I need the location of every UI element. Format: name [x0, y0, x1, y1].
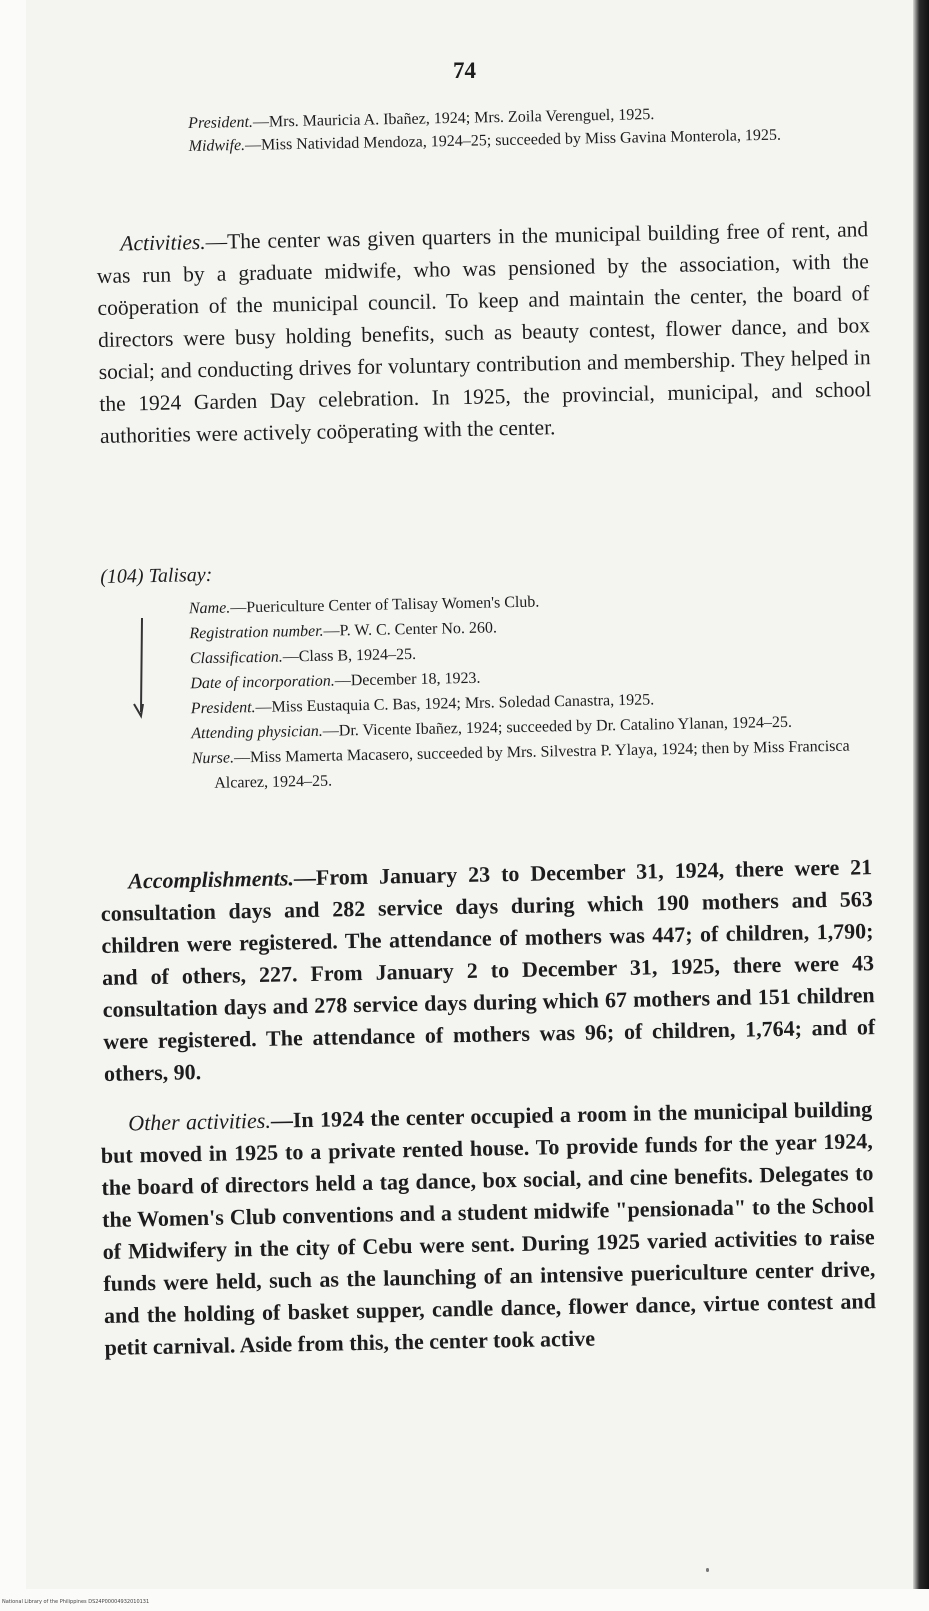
scan-footer: National Library of the Philippines DS24P00004932010131 [2, 1599, 150, 1605]
section-number: (104) [100, 565, 144, 588]
book-binding-shadow [913, 0, 929, 1611]
detail-text: —Miss Eustaquia C. Bas, 1924; Mrs. Soledad Canastra, 1925. [255, 691, 655, 717]
accomplishments-section [100, 851, 876, 1090]
page-number: 74 [453, 58, 476, 83]
detail-label: Registration number. [189, 622, 324, 643]
other-activities-paragraph [100, 1093, 877, 1364]
detail-label: Nurse. [191, 749, 235, 768]
detail-label: Attending physician. [191, 722, 323, 743]
officer-text: —Miss Natividad Mendoza, 1924–25; succeeded by Miss Gavina Monterola, 1925. [244, 126, 782, 154]
other-activities-text: —In 1924 the center occupied a room in the municipal building but moved in 1925 to a private rented house. To provide funds for the year 1924, the board of directors held a tag dance, box social, and cine benefits. Delegates to the Women's Club conventions and a student midwife "pensionada" to the School of Midwifery in the city of Cebu were sent. During 1925 varied activities to raise funds were held, such as the launching of an intensive puericulture center drive, and the holding of basket supper, candle dance, flower dance, virtue contest and petit carnival. Aside from this, the center took active [100, 1096, 877, 1360]
other-activities-section [100, 1093, 877, 1364]
other-activities-label: Other activities. [128, 1107, 272, 1136]
officer-text: —Mrs. Mauricia A. Ibañez, 1924; Mrs. Zoila Verenguel, 1925. [252, 106, 655, 131]
handwritten-margin-mark [128, 616, 146, 726]
officer-label: President. [188, 113, 254, 132]
previous-officers [188, 99, 869, 158]
detail-text: —Class B, 1924–25. [282, 645, 417, 666]
scan-speck [706, 1568, 709, 1572]
center-details [101, 583, 875, 798]
talisay-section [100, 547, 874, 798]
section-place: Talisay: [148, 563, 213, 588]
detail-text: —Dr. Vicente Ibañez, 1924; succeeded by Dr. Catalino Ylanan, 1924–25. [322, 713, 793, 740]
officer-label: Midwife. [188, 136, 246, 155]
detail-label: Classification. [189, 648, 283, 668]
detail-label: Date of incorporation. [190, 672, 335, 693]
accomplishments-label: Accomplishments. [128, 865, 295, 894]
detail-text: —December 18, 1923. [334, 669, 481, 690]
detail-label: Name. [188, 599, 231, 618]
detail-text: —Miss Mamerta Macasero, succeeded by Mrs. Silvestra P. Ylaya, 1924; then by Miss Francisca Alcarez, 1924–25. [214, 737, 850, 792]
activities-label: Activities. [120, 229, 206, 256]
activities-section [96, 213, 872, 452]
detail-text: —P. W. C. Center No. 260. [323, 619, 498, 640]
left-page-margin [0, 0, 26, 1611]
detail-text: —Puericulture Center of Talisay Women's Club. [230, 593, 540, 617]
accomplishments-paragraph [100, 851, 876, 1090]
activities-text: —The center was given quarters in the municipal building free of rent, and was run by a graduate midwife, who was pensioned by the association, with the coöperation of the municipal council. To keep and maintain the center, the board of directors were busy holding benefits, such as beauty contest, flower dance, and box social; and conducting drives for voluntary contribution and membership. They helped in the 1924 Garden Day celebration. In 1925, the provincial, municipal, and school authorities were actively coöperating with the center. [96, 217, 872, 448]
accomplishments-text: —From January 23 to December 31, 1924, there were 21 consultation days and 282 service days during which 190 mothers and 563 children were registered. The attendance of mothers was 447; of children, 1,790; and of others, 227. From January 2 to December 31, 1925, there were 43 consultation days and 278 service days during which 67 mothers and 151 children were registered. The attendance of mothers was 96; of children, 1,764; and of others, 90. [100, 854, 876, 1086]
activities-paragraph [96, 213, 872, 452]
detail-label: President. [190, 699, 256, 718]
